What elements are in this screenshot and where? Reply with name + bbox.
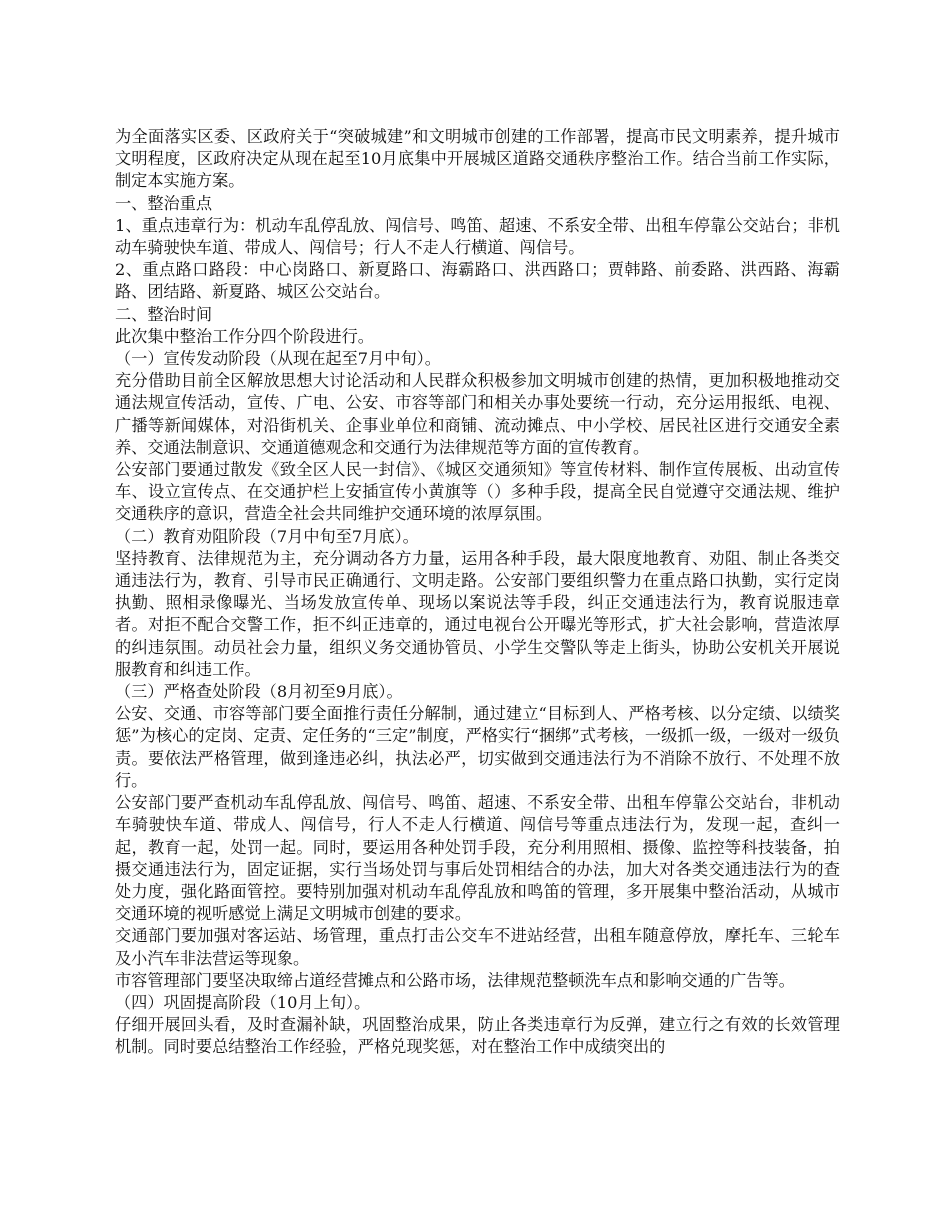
publicity-paragraph: 充分借助目前全区解放思想大讨论活动和人民群众积极参加文明城市创建的热情，更加积极地推动交通法规宣传活动，宣传、广电、公安、市容等部门和相关办事处要统一行动，充分运用报纸、电视、广播等新闻媒体，对沿街机关、企事业单位和商铺、流动摊点、中小学校、居民社区进行交通安全素养、交通法制意识、交通道德观念和交通行为法律规范等方面的宣传教育。: [115, 371, 840, 457]
consolidation-paragraph: 仔细开展回头看，及时查漏补缺，巩固整治成果，防止各类违章行为反弹，建立行之有效的长效管理机制。同时要总结整治工作经验，严格兑现奖惩，对在整治工作中成绩突出的: [115, 1015, 840, 1057]
stage-heading-publicity: （一）宣传发动阶段（从现在起至7月中旬）。: [115, 349, 441, 369]
police-publicity-paragraph: 公安部门要通过散发《致全区人民一封信》、《城区交通须知》等宣传材料、制作宣传展板、出动宣传车、设立宣传点、在交通护栏上安插宣传小黄旗等（）多种手段，提高全民自觉遵守交通法规、维护交通秩序的意识，营造全社会共同维护交通环境的浓厚氛围。: [115, 460, 840, 524]
city-mgmt-paragraph: 市容管理部门要坚决取缔占道经营摊点和公路市场，法律规范整顿洗车点和影响交通的广告等。: [115, 970, 795, 990]
intro-paragraph: 为全面落实区委、区政府关于“突破城建”和文明城市创建的工作部署，提高市民文明素养，提升城市文明程度，区政府决定从现在起至10月底集中开展城区道路交通秩序整治工作。结合当前工作实际，制定本实施方案。: [115, 127, 840, 191]
focus-item-intersections: 2、重点路口路段：中心岗路口、新夏路口、海霸路口、洪西路口；贾韩路、前委路、洪西路、海霸路、团结路、新夏路、城区公交站台。: [115, 260, 840, 302]
focus-item-violations: 1、重点违章行为：机动车乱停乱放、闯信号、鸣笛、超速、不系安全带、出租车停靠公交站台；非机动车骑驶快车道、带成人、闯信号；行人不走人行横道、闯信号。: [115, 215, 840, 258]
stage-heading-education: （二）教育劝阻阶段（7月中旬至7月底）。: [115, 526, 419, 546]
police-enforcement-paragraph: 公安部门要严查机动车乱停乱放、闯信号、鸣笛、超速、不系安全带、出租车停靠公交站台，非机动车骑驶快车道、带成人、闯信号，行人不走人行横道、闯信号等重点违法行为，发现一起，查纠一起，教育一起，处罚一起。同时，要运用各种处罚手段，充分利用照相、摄像、监控等科技装备，拍摄交通违法行为，固定证据，实行当场处罚与事后处罚相结合的办法，加大对各类交通违法行为的查处力度，强化路面管控。要特别加强对机动车乱停乱放和鸣笛的管理，多开展集中整治活动，从城市交通环境的视听感觉上满足文明城市创建的要求。: [115, 793, 840, 924]
stage-heading-consolidation: （四）巩固提高阶段（10月上旬）。: [115, 992, 371, 1012]
section-heading-focus: 一、整治重点: [115, 193, 213, 213]
section-heading-schedule: 二、整治时间: [115, 304, 213, 324]
document-body: [115, 126, 840, 1059]
enforcement-paragraph: 公安、交通、市容等部门要全面推行责任分解制，通过建立“目标到人、严格考核、以分定绩、以绩奖惩”为核心的定岗、定责、定任务的“三定”制度，严格实行“捆绑”式考核，一级抓一级，一级对一级负责。要依法严格管理，做到逢违必纠，执法必严，切实做到交通违法行为不消除不放行、不处理不放行。: [115, 704, 840, 790]
stage-heading-enforcement: （三）严格查处阶段（8月初至9月底）。: [115, 682, 403, 702]
schedule-intro: 此次集中整治工作分四个阶段进行。: [115, 326, 374, 346]
education-paragraph: 坚持教育、法律规范为主，充分调动各方力量，运用各种手段，最大限度地教育、劝阻、制止各类交通违法行为，教育、引导市民正确通行、文明走路。公安部门要组织警力在重点路口执勤，实行定岗执勤、照相录像曝光、当场发放宣传单、现场以案说法等手段，纠正交通违法行为，教育说服违章者。对拒不配合交警工作，拒不纠正违章的，通过电视台公开曝光等形式，扩大社会影响，营造浓厚的纠违氛围。动员社会力量，组织义务交通协管员、小学生交警队等走上街头，协助公安机关开展说服教育和纠违工作。: [115, 548, 840, 679]
transport-dept-paragraph: 交通部门要加强对客运站、场管理，重点打击公交车不进站经营，出租车随意停放，摩托车、三轮车及小汽车非法营运等现象。: [115, 926, 840, 968]
